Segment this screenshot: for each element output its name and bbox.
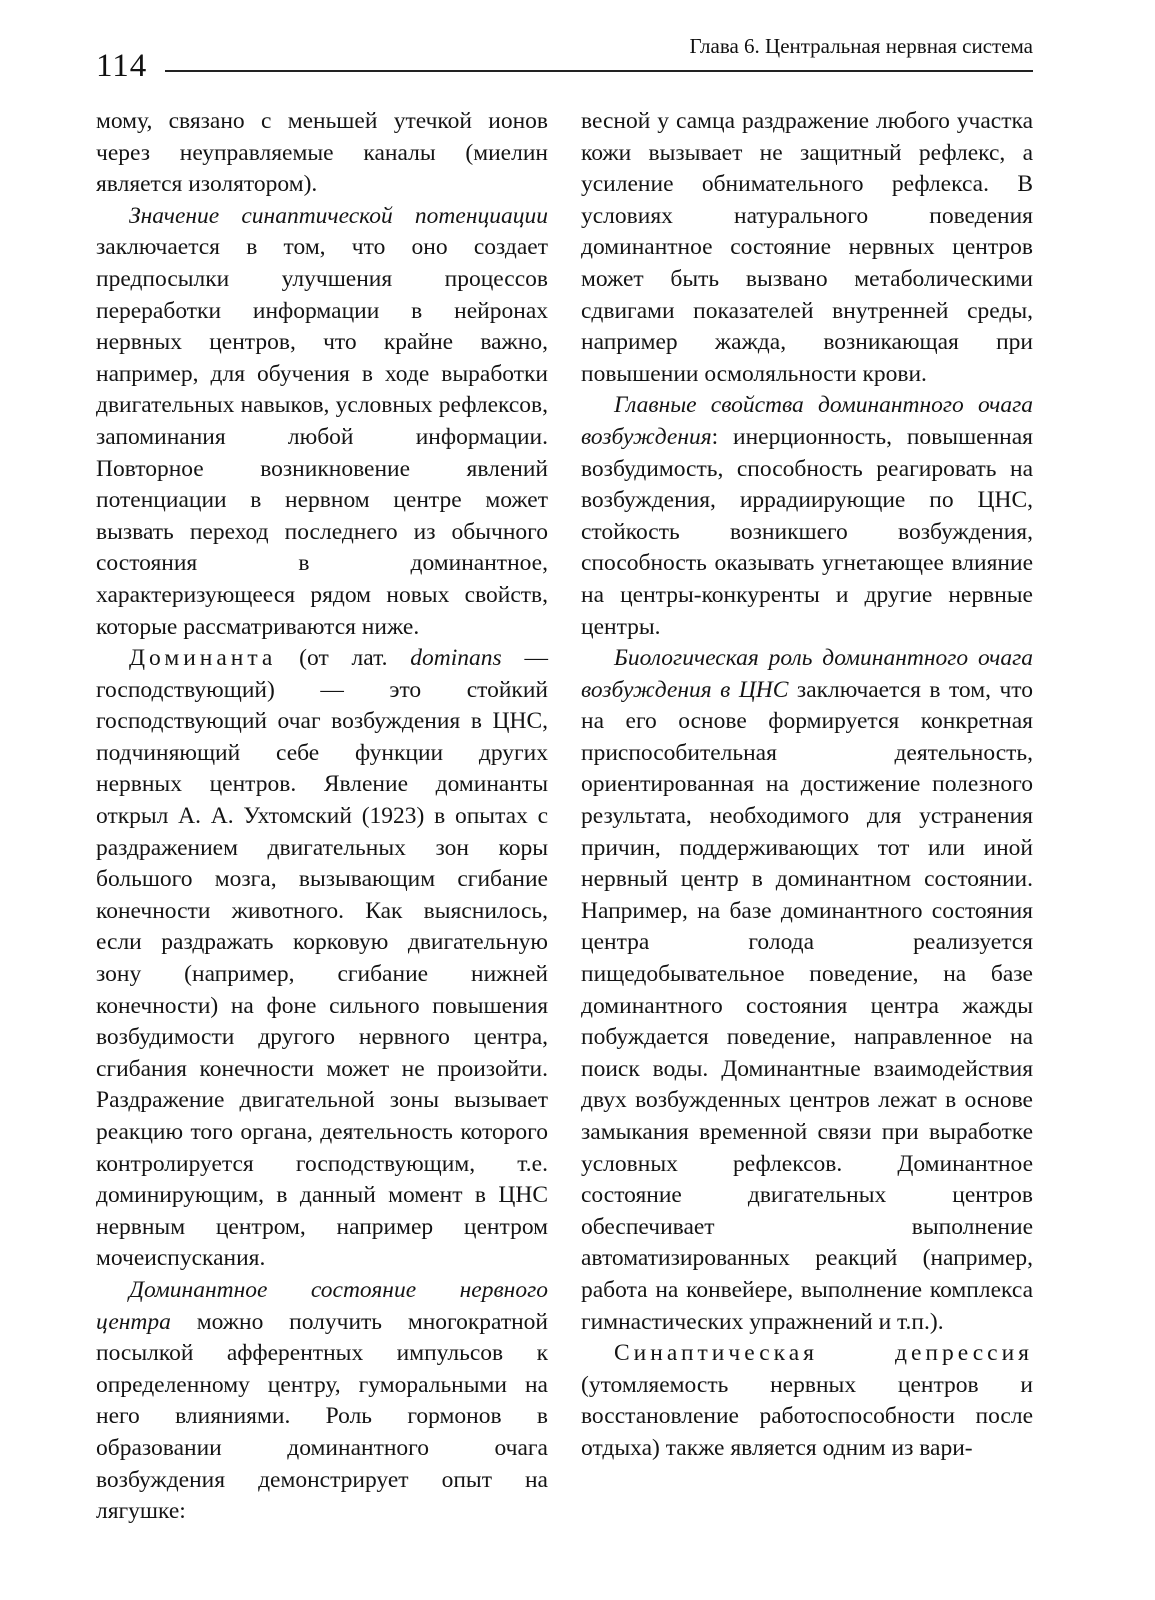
term-main-properties: Главные свойства доминантного очага возбуждения bbox=[581, 392, 1033, 450]
paragraph-continuation bbox=[581, 106, 1033, 390]
paragraph-synaptic-depression bbox=[581, 1338, 1033, 1464]
latin-term: dominans bbox=[410, 645, 502, 672]
term-synaptic-depression: Синаптическая депрессия bbox=[614, 1340, 1033, 1367]
paragraph-text: — господствующий) — это стойкий господствующий очаг возбуждения в ЦНС, подчиняющий себе функции других нервных центров. Явление доминанты открыл А. А. Ухтомский (1923) в опытах с раздражением двигательных зон коры большого мозга, вызывающим сгибание конечности животного. Как выяснилось, если раздражать корковую двигательную зону (например, сгибание нижней конечности) на фоне сильного повышения возбудимости другого нервного центра, сгибания конечности может не произойти. Раздражение двигательной зоны вызывает реакцию того органа, деятельность которого контролируется господствующим, т.е. доминирующим, в данный момент в ЦНС нервным центром, например центром мочеиспускания. bbox=[96, 645, 549, 1272]
term-synaptic-potentiation: Значение синаптической потенциации bbox=[129, 202, 548, 229]
paragraph-main-properties bbox=[581, 390, 1033, 643]
paragraph-dominant bbox=[96, 643, 548, 1275]
paragraph-text: мому, связано с меньшей утечкой ионов через неуправляемые каналы (миелин является изолятором). bbox=[96, 108, 548, 198]
paragraph-synaptic-potentiation bbox=[96, 201, 548, 643]
paragraph-dominant-state bbox=[96, 1275, 548, 1528]
paragraph-text: заключается в том, что оно создает предпосылки улучшения процессов переработки информации в нейронах нервных центров, что крайне важно, например, для обучения в ходе выработки двигательных навыков, условных рефлексов, запоминания любой информации. Повторное возникновение явлений потенциации в нервном центре может вызвать переход последнего из обычного состояния в доминантное, характеризующееся рядом новых свойств, которые рассматриваются ниже. bbox=[96, 234, 548, 640]
header-rule bbox=[165, 70, 1033, 72]
term-dominant: Доминанта bbox=[129, 645, 277, 672]
paragraph-biological-role bbox=[581, 643, 1033, 1338]
paragraph-text: заключается в том, что на его основе формируется конкретная приспособительная деятельность, ориентированная на достижение полезного результата, необходимого для устранения причин, поддерживающих тот или иной нервный центр в доминантном состоянии. Например, на базе доминантного состояния центра голода реализуется пищедобывательное поведение, на базе доминантного состояния центра жажды побуждается поведение, направленное на поиск воды. Доминантные взаимодействия двух возбужденных центров лежат в основе замыкания временной связи при выработке условных рефлексов. Доминантное состояние двигательных центров обеспечивает выполнение автоматизированных реакций (например, работа на конвейере, выполнение комплекса гимнастических упражнений и т.п.). bbox=[581, 676, 1033, 1335]
paragraph-text: весной у самца раздражение любого участка кожи вызывает не защитный рефлекс, а усиление обнимательного рефлекса. В условиях натурального поведения доминантное состояние нервных центров может быть вызвано метаболическими сдвигами показателей внутренней среды, например жажда, возникающая при повышении осмоляльности крови. bbox=[581, 108, 1033, 387]
chapter-running-head: Глава 6. Центральная нервная система bbox=[689, 34, 1033, 58]
paragraph-text: (утомляемость нервных центров и восстановление работоспособности после отдыха) также является одним из вари- bbox=[581, 1371, 1033, 1461]
paragraph-text: можно получить многократной посылкой афферентных импульсов к определенному центру, гуморальными на него влияниями. Роль гормонов в образовании доминантного очага возбуждения демонстрирует опыт на лягушке: bbox=[96, 1308, 548, 1525]
left-column bbox=[96, 106, 548, 1528]
paragraph-text: : инерционность, повышенная возбудимость, способность реагировать на возбуждения, иррадиирующие по ЦНС, стойкость возникшего возбуждения, способность оказывать угнетающее влияние на центры-конкуренты и другие нервные центры. bbox=[581, 423, 1033, 640]
right-column bbox=[581, 106, 1033, 1465]
page-number: 114 bbox=[96, 48, 148, 84]
paragraph-continuation bbox=[96, 106, 548, 201]
paragraph-text: (от лат. bbox=[276, 645, 411, 672]
term-dominant-state: Доминантное состояние нервного центра bbox=[96, 1276, 548, 1335]
term-biological-role: Биологическая роль доминантного очага возбуждения в ЦНС bbox=[581, 645, 1033, 703]
